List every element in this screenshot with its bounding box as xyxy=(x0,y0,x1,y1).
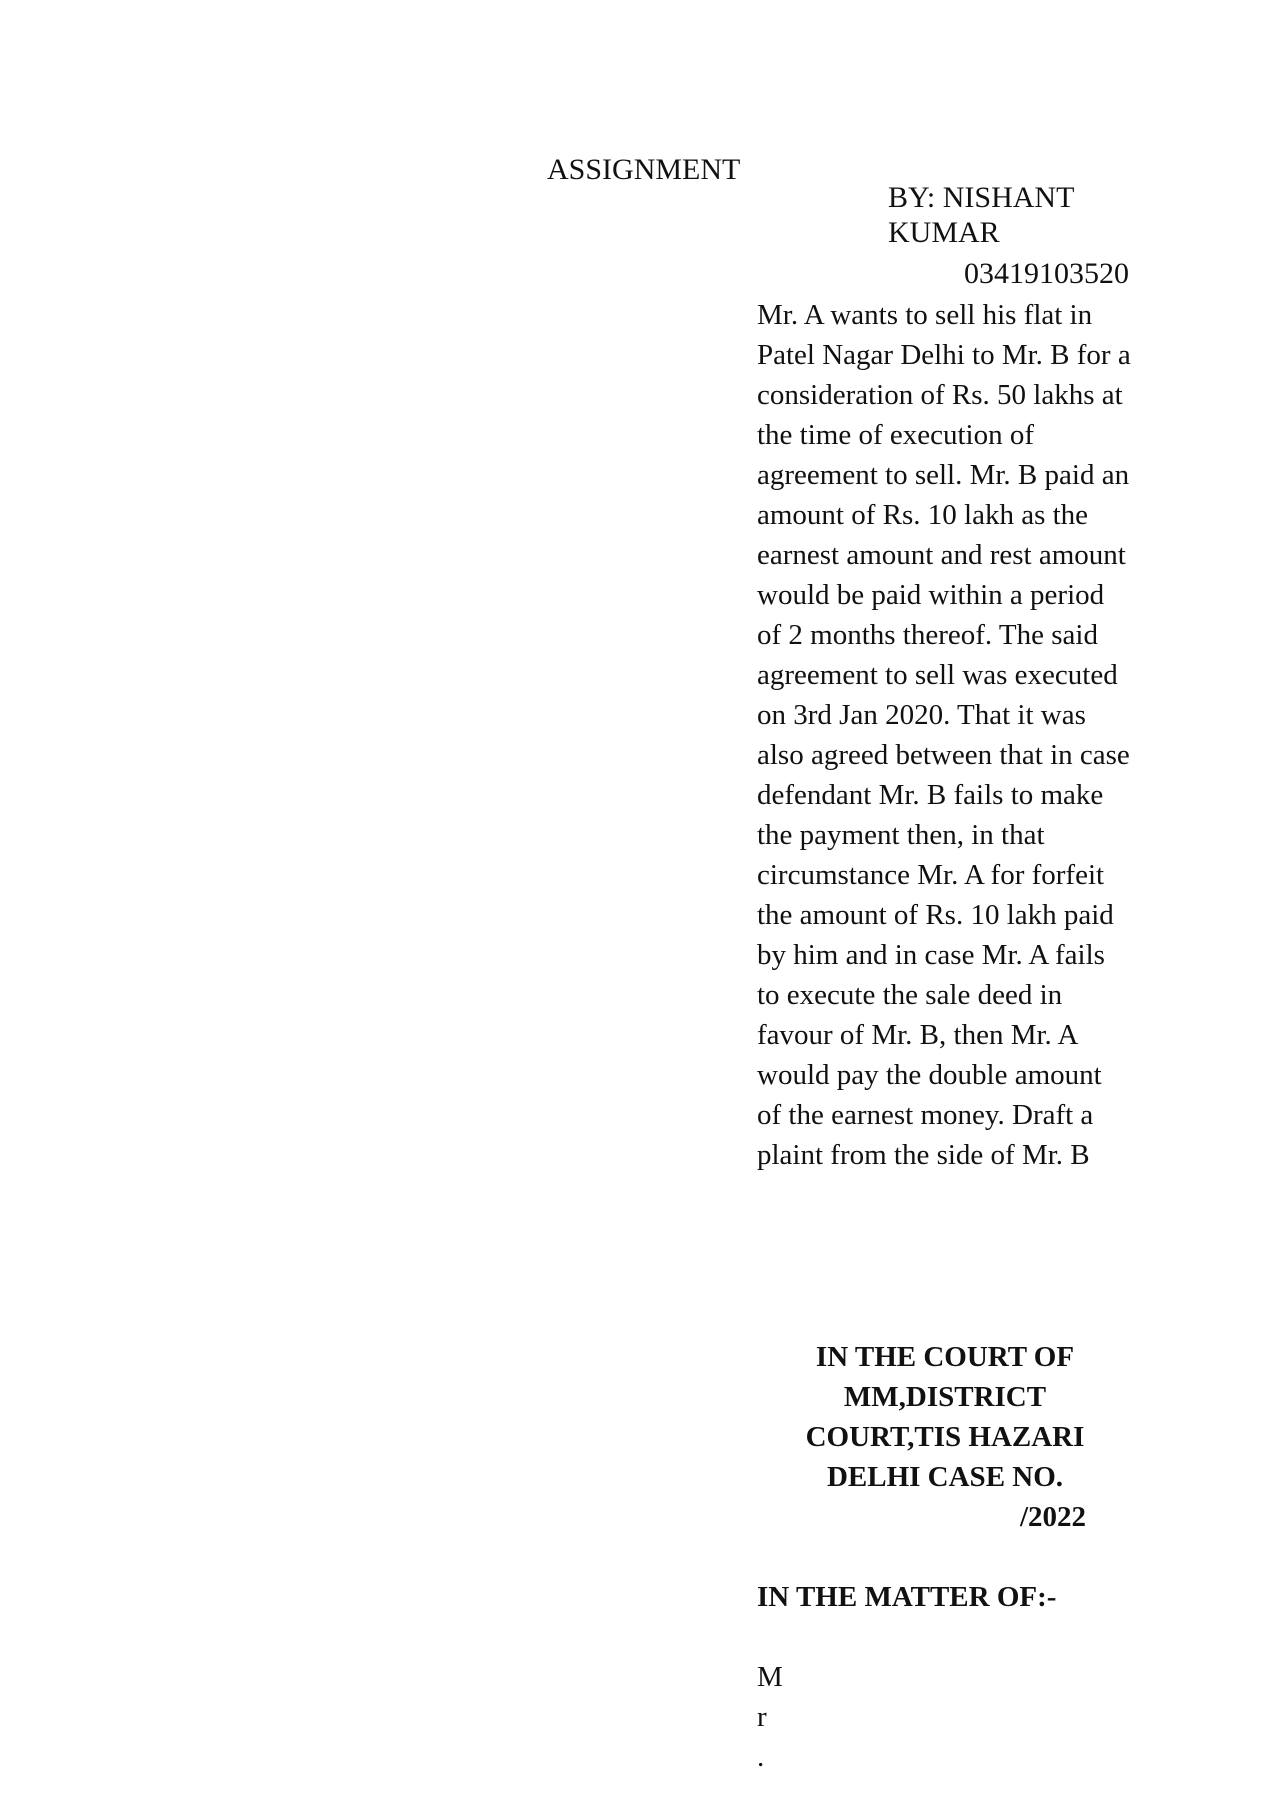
court-heading-text: IN THE COURT OF MM,DISTRICT COURT,TIS HAZARI DELHI CASE NO. xyxy=(805,1341,1085,1493)
court-heading xyxy=(780,1337,1110,1537)
party-char-1: M xyxy=(757,1661,783,1693)
party-char-2: r xyxy=(757,1701,767,1733)
party-char-3: . xyxy=(757,1741,765,1773)
question-text: Mr. A wants to sell his flat in Patel Nagar Delhi to Mr. B for a consideration of Rs. 50 lakhs at the time of execution of agreement to sell. Mr. B paid an amount of Rs. 10 lakh as the earnest amount and rest amount would be paid within a period of 2 months thereof. The said agreement to sell was executed on 3rd Jan 2020. That it was also agreed between that in case defendant Mr. B fails to make the payment then, in that circumstance Mr. A for forfeit the amount of Rs. 10 lakh paid by him and in case Mr. A fails to execute the sale deed in favour of Mr. B, then Mr. A would pay the double amount of the earnest money. Draft a plaint from the side of Mr. B xyxy=(757,299,1131,1171)
roll-number: 03419103520 xyxy=(964,257,1129,290)
author-line-2: KUMAR xyxy=(888,216,1000,249)
author-line-1: BY: NISHANT xyxy=(888,181,1075,214)
author-byline xyxy=(888,180,1108,250)
assignment-title: ASSIGNMENT xyxy=(547,153,741,186)
party-name xyxy=(757,1657,797,1777)
matter-heading: IN THE MATTER OF:- xyxy=(757,1581,1057,1613)
case-year: /2022 xyxy=(1019,1501,1086,1533)
